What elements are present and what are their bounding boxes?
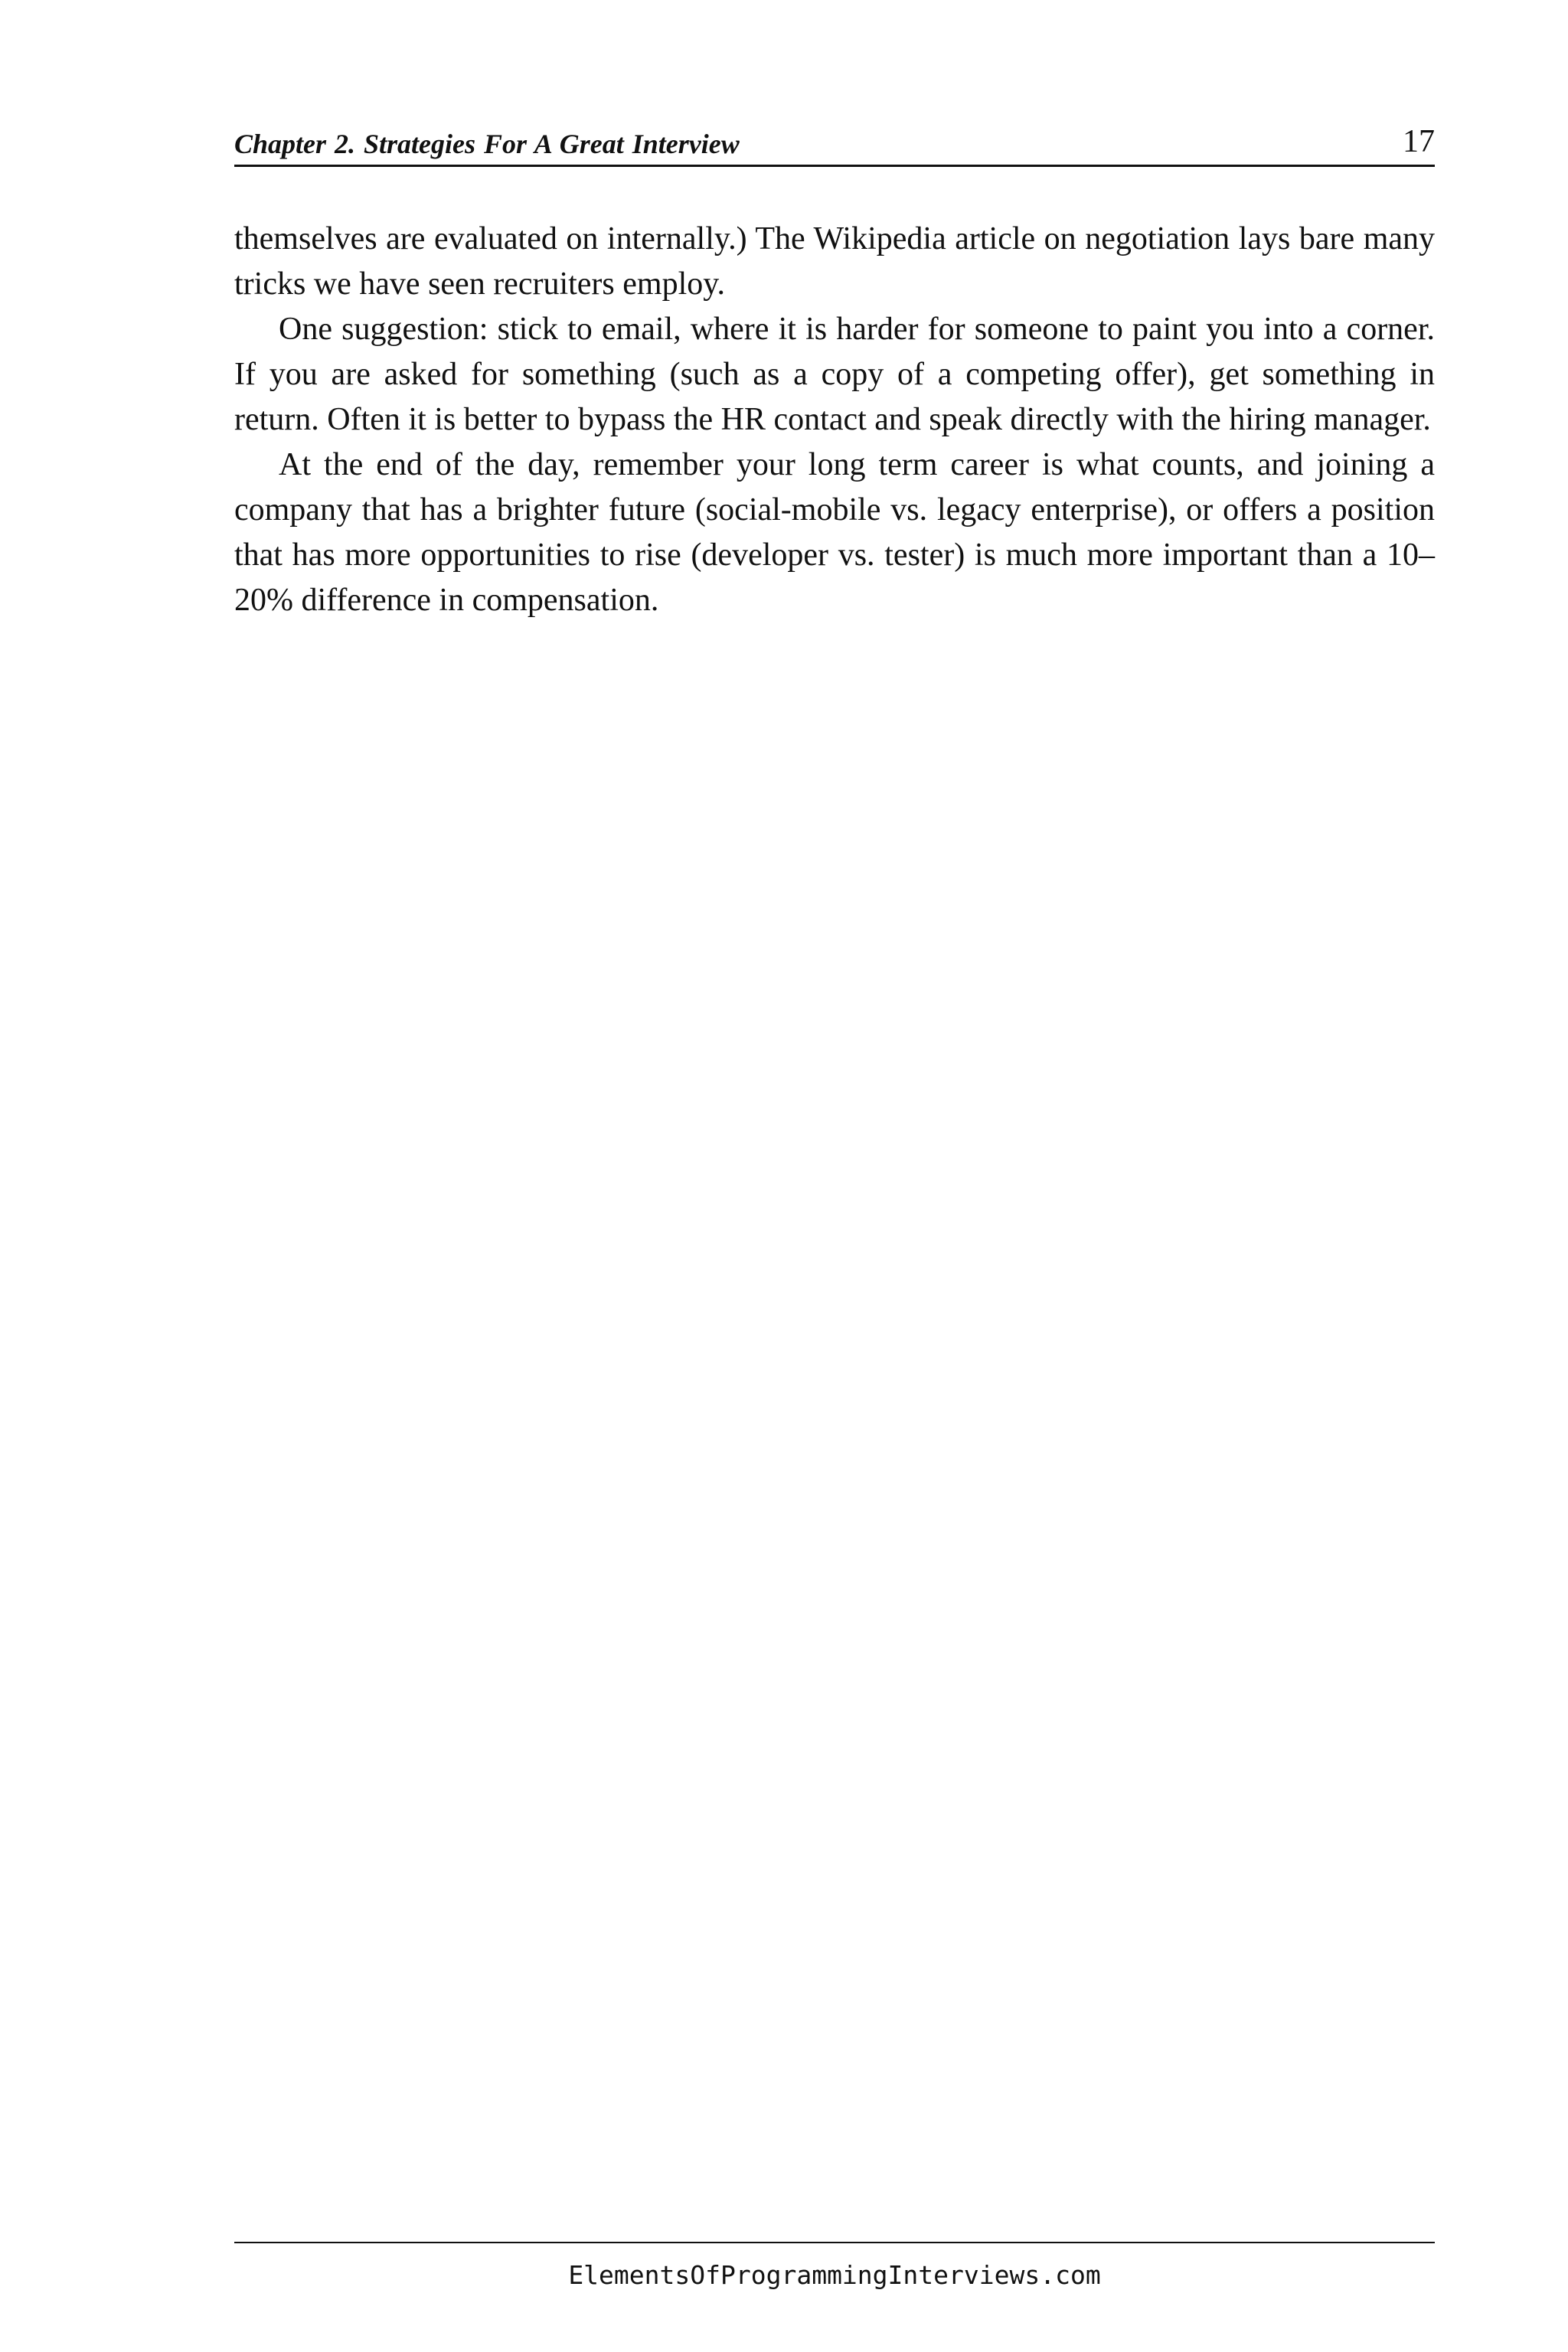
running-header bbox=[234, 122, 1435, 167]
paragraph-email-suggestion: One suggestion: stick to email, where it is harder for someone to paint you into a corner. If you are asked for something (such as a copy of a competing offer), get something in return. Often it is better to bypass the HR contact and speak directly with the hiring manager. bbox=[234, 312, 1435, 437]
chapter-title: Chapter 2. Strategies For A Great Interview bbox=[234, 129, 740, 159]
footer-rule bbox=[234, 2242, 1435, 2243]
paragraph-continuation: themselves are evaluated on internally.) The Wikipedia article on negotiation lays bare many tricks we have seen recruiters employ. bbox=[234, 221, 1435, 302]
page-number: 17 bbox=[1403, 124, 1435, 159]
paragraph-long-term-career: At the end of the day, remember your long term career is what counts, and joining a company that has a brighter future (social-mobile vs. legacy enterprise), or offers a position that has more opportunities to rise (developer vs. tester) is much more important than a 10–20% difference in compensation. bbox=[234, 447, 1435, 618]
footer-url: ElementsOfProgrammingInterviews.com bbox=[568, 2260, 1101, 2290]
body-text bbox=[234, 217, 1435, 623]
